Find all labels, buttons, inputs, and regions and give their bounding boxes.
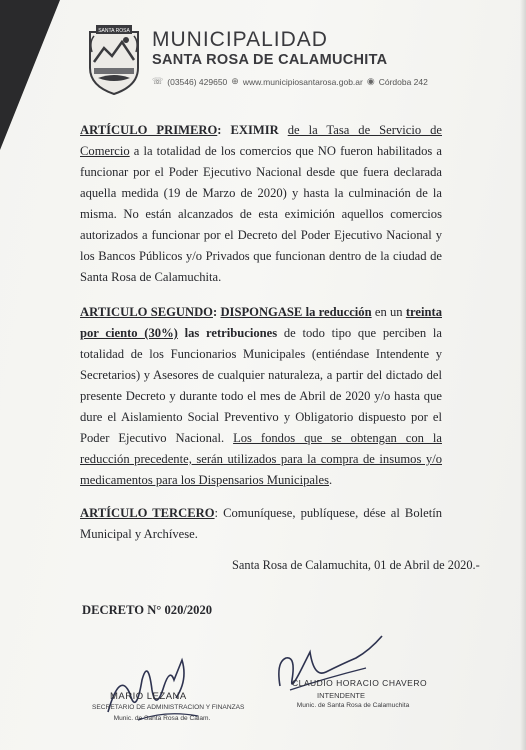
signature-org-2: Munic. de Santa Rosa de Calamuchita (296, 702, 410, 709)
municipal-crest-icon (86, 22, 142, 96)
articulo-segundo-heading: ARTICULO SEGUNDO (80, 305, 213, 319)
org-title: MUNICIPALIDAD (152, 28, 328, 51)
articulo-segundo-retribuciones: las retribuciones (177, 326, 278, 340)
articulo-primero-text: a la totalidad de los comercios que NO fueron habilitados a funcionar por el Poder Ejecutivo Nacional desde que fuera declarada aquella medida (19 de Marzo de 2020) y hasta la culminación de la misma. No están alcanzados de esta eximición aquellos comercios autorizados a funcionar por el Decreto del Poder Ejecutivo Nacional y los Bancos Públicos y/o Privados que funcionan dentro de la ciudad de Santa Rosa de Calamuchita. (80, 144, 442, 284)
articulo-segundo-connector: en un (371, 305, 406, 319)
articulo-primero-heading: ARTÍCULO PRIMERO (80, 123, 218, 137)
location-icon: ◉ (366, 76, 375, 86)
phone-number: (03546) 429650 (167, 76, 228, 87)
signature-name-1: MARIO LEZANA (110, 691, 187, 702)
articulo-primero: ARTÍCULO PRIMERO: EXIMIR de la Tasa de Servicio de Comercio a la totalidad de los comercios que NO fueron habilitados a funcionar por el Poder Ejecutivo Nacional desde que fuera declarada aquella medida (19 de Marzo de 2020) y hasta la culminación de la misma. No están alcanzados de esta eximición aquellos comercios autorizados a funcionar por el Decreto del Poder Ejecutivo Nacional y los Bancos Públicos y/o Privados que funcionan dentro de la ciudad de Santa Rosa de Calamuchita. (80, 123, 442, 284)
signature-name-2: CLAUDIO HORACIO CHAVERO (292, 678, 428, 688)
articulo-segundo: ARTICULO SEGUNDO: DISPONGASE la reducción en un treinta por ciento (30%) las retribuciones de todo tipo que perciben la totalidad de los Funcionarios Municipales (entiéndase Intendente y Secretarios) y Asesores de cualquier naturaleza, a partir del dictado del presente Decreto y durante todo el mes de Abril de 2020 y/o hasta que dure el Aislamiento Social Preventivo y Obligatorio dispuesto por el Poder Ejecutivo Nacional. Los fondos que se obtengan con la reducción precedente, serán utilizados para la compra de insumos y/o medicamentos para los Dispensarios Municipales. (80, 305, 442, 487)
signature-title-1: SECRETARIO DE ADMINISTRACION Y FINANZAS (92, 704, 245, 711)
svg-text:SANTA ROSA: SANTA ROSA (98, 28, 130, 34)
articulo-tercero: ARTÍCULO TERCERO: Comuníquese, publíquese, dése al Boletín Municipal y Archívese. (80, 506, 442, 541)
signature-title-2: INTENDENTE (317, 691, 365, 700)
page-corner-shadow (0, 0, 60, 150)
phone-icon: ☏ (152, 76, 164, 86)
address: Córdoba 242 (378, 76, 428, 87)
articulo-tercero-text: Comuníquese, publíquese, dése al Boletín Municipal y Archívese. (80, 506, 442, 541)
articulo-primero-subject: de la Tasa de Servicio de Comercio (80, 123, 442, 158)
articulo-tercero-heading: ARTÍCULO TERCERO (80, 506, 215, 520)
contact-line (152, 76, 428, 87)
org-subtitle: SANTA ROSA DE CALAMUCHITA (152, 52, 388, 68)
articulo-segundo-funds-clause: Los fondos que se obtengan con la reducción precedente, serán utilizados para la compra de insumos y/o medicamentos para los Dispensarios Municipales (80, 431, 442, 487)
decreto-number: DECRETO N° 020/2020 (82, 603, 213, 617)
date-line: Santa Rosa de Calamuchita, 01 de Abril de 2020.- (232, 558, 480, 572)
page-edge-shadow (520, 0, 526, 750)
articulo-segundo-verb: DISPONGASE la reducción (220, 305, 372, 319)
globe-icon: ⊕ (231, 76, 239, 86)
signature-org-1: Munic. de Santa Rosa de Calam. (113, 715, 211, 722)
articulo-segundo-percent: treinta por ciento (30%) (80, 305, 442, 340)
articulo-segundo-text: de todo tipo que perciben la totalidad de los Funcionarios Municipales (entiéndase Intendente y Secretarios) y Asesores de cualquier naturaleza, a partir del dictado del presente Decreto y durante todo el mes de Abril de 2020 y/o hasta que dure el Aislamiento Social Preventivo y Obligatorio dispuesto por el Poder Ejecutivo Nacional. (80, 326, 442, 445)
articulo-primero-verb: EXIMIR (230, 123, 279, 137)
website: www.municipiosantarosa.gob.ar (242, 76, 363, 87)
